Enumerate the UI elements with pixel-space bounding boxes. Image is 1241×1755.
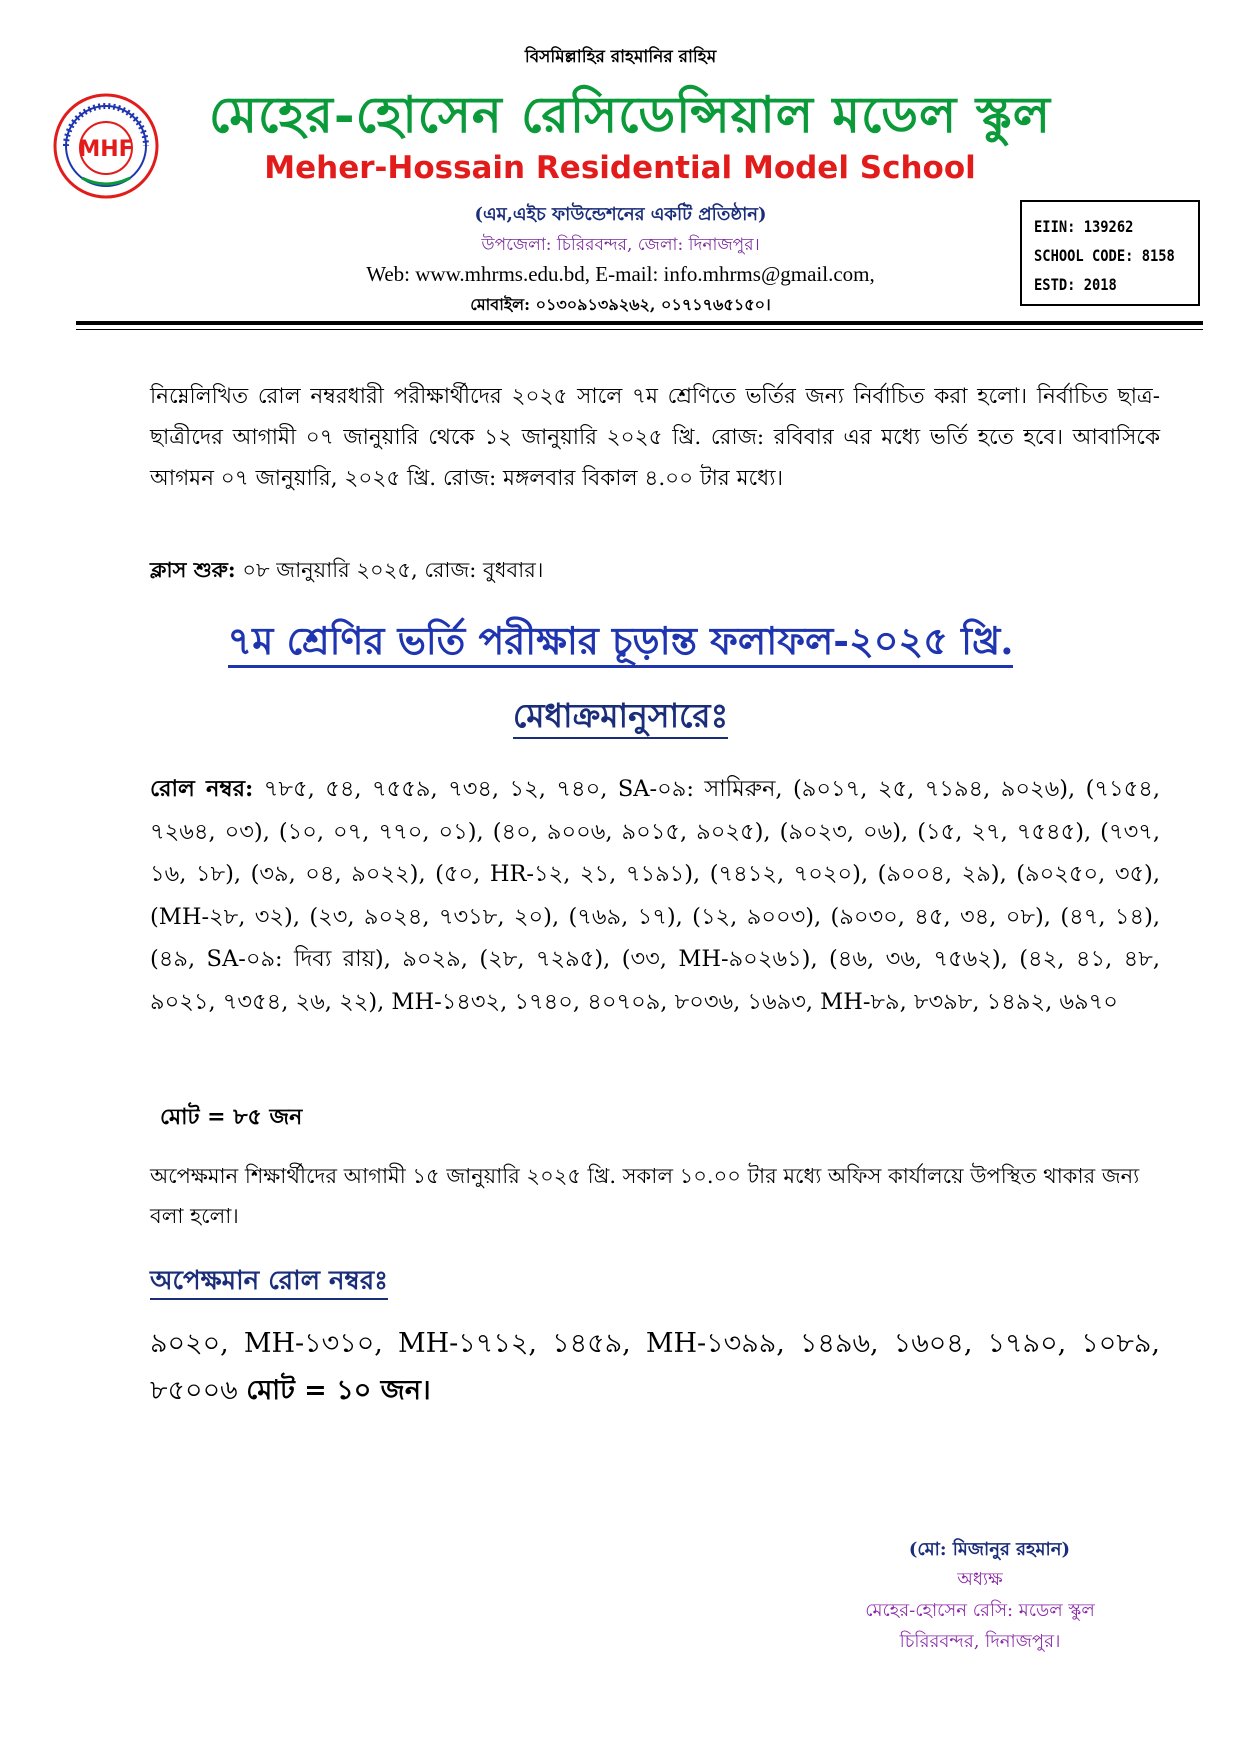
signatory-designation: অধ্যক্ষ: [957, 1569, 1003, 1590]
waiting-total: মোট = ১০ জন।: [246, 1375, 431, 1406]
signatory-name: (মো: মিজানুর রহমান): [908, 1539, 1070, 1560]
school-info-box: [1020, 200, 1200, 306]
web-email-line: Web: www.mhrms.edu.bd, E-mail: info.mhrms@gmail.com,: [366, 262, 875, 286]
merit-heading-text: মেধাক্রমানুসারেঃ: [513, 696, 728, 739]
result-title-text: ৭ম শ্রেণির ভর্তি পরীক্ষার চূড়ান্ত ফলাফল-২০২৫ খ্রি.: [228, 618, 1014, 668]
merit-heading: [0, 690, 1241, 746]
signatory-place: চিরিরবন্দর, দিনাজপুর।: [899, 1631, 1061, 1652]
result-title: [0, 612, 1241, 676]
estd-text: ESTD: 2018: [1034, 275, 1117, 294]
waiting-roll-numbers: ৯০২০, MH-১৩১০, MH-১৭১২, ১৪৫৯, MH-১৩৯৯, ১৪৯৬, ১৬০৪, ১৭৯০, ১০৮৯, ৮৫০০৬: [150, 1328, 1160, 1406]
signatory-school: মেহের-হোসেন রেসি: মডেল স্কুল: [865, 1600, 1095, 1621]
logo-monogram: MHF: [78, 137, 134, 162]
school-name-english: Meher-Hossain Residential Model School: [264, 150, 976, 186]
waiting-heading: [150, 1260, 388, 1304]
foundation-line: (এম,এইচ ফাউন্ডেশনের একটি প্রতিষ্ঠান): [474, 204, 767, 225]
selected-roll-list: [150, 768, 1160, 1023]
school-name-bengali: মেহের-হোসেন রেসিডেন্সিয়াল মডেল স্কুল: [209, 85, 1051, 144]
class-start-label: ক্লাস শুরু:: [150, 557, 236, 582]
admission-notice: নিম্নেলিখিত রোল নম্বরধারী পরীক্ষার্থীদের ২০২৫ সালে ৭ম শ্রেণিতে ভর্তির জন্য নির্বাচিত করা হলো। নির্বাচিত ছাত্র-ছাত্রীদের আগামী ০৭ জানুয়ারি থেকে ১২ জানুয়ারি ২০২৫ খ্রি. রোজ: রবিবার এর মধ্যে ভর্তি হতে হবে। আবাসিকে আগমন ০৭ জানুয়ারি, ২০২৫ খ্রি. রোজ: মঙ্গলবার বিকাল ৪.০০ টার মধ্যে।: [150, 384, 1160, 491]
roll-numbers: ৭৮৫, ৫৪, ৭৫৫৯, ৭৩৪, ১২, ৭৪০, SA-০৯: সামিরুন, (৯০১৭, ২৫, ৭১৯৪, ৯০২৬), (৭১৫৪, ৭২৬৪, ০৩), (১০, ০৭, ৭৭০, ০১), (৪০, ৯০০৬, ৯০১৫, ৯০২৫), (৯০২৩, ০৬), (১৫, ২৭, ৭৫৪৫), (৭৩৭, ১৬, ১৮), (৩৯, ০৪, ৯০২২), (৫০, HR-১২, ২১, ৭১৯১), (৭৪১২, ৭০২০), (৯০০৪, ২৯), (৯০২৫০, ৩৫), (MH-২৮, ৩২), (২৩, ৯০২৪, ৭৩১৮, ২০), (৭৬৯, ১৭), (১২, ৯০০৩), (৯০৩০, ৪৫, ৩৪, ০৮), (৪৭, ১৪), (৪৯, SA-০৯: দিব্য রায়), ৯০২৯, (২৮, ৭২৯৫), (৩৩, MH-৯০২৬১), (৪৬, ৩৬, ৭৫৬২), (৪২, ৪১, ৪৮, ৯০২১, ৭৩৫৪, ২৬, ২২), MH-১৪৩২, ১৭৪০, ৪০৭০৯, ৮০৩৬, ১৬৯৩, MH-৮৯, ৮৩৯৮, ১৪৯২, ৬৯৭০: [150, 776, 1160, 1015]
selected-total: মোট = ৮৫ জন: [160, 1104, 303, 1130]
bismillah-text: বিসমিল্লাহির রাহমানির রাহিম: [524, 47, 717, 67]
roll-label: রোল নম্বর:: [150, 776, 254, 802]
waiting-heading-text: অপেক্ষমান রোল নম্বরঃ: [150, 1266, 388, 1300]
mobile-line: মোবাইল: ০১৩০৯১৩৯২৬২, ০১৭১৭৬৫১৫০।: [470, 295, 771, 314]
waiting-notice: অপেক্ষমান শিক্ষার্থীদের আগামী ১৫ জানুয়ারি ২০২৫ খ্রি. সকাল ১০.০০ টার মধ্যে অফিস কার্যালয়ে উপস্থিত থাকার জন্য বলা হলো।: [150, 1164, 1140, 1228]
header-divider-thin: [76, 329, 1203, 330]
school-code-text: SCHOOL CODE: 8158: [1034, 246, 1175, 265]
signature-block: [820, 1564, 1140, 1657]
school-logo: [52, 92, 160, 200]
class-start-line: [150, 554, 543, 589]
address-line: উপজেলা: চিরিরবন্দর, জেলা: দিনাজপুর।: [481, 235, 760, 255]
eiin-text: EIIN: 139262: [1034, 217, 1134, 236]
header-divider-thick: [76, 321, 1203, 325]
waiting-roll-list: [150, 1320, 1160, 1414]
class-start-value: ০৮ জানুয়ারি ২০২৫, রোজ: বুধবার।: [235, 558, 544, 582]
